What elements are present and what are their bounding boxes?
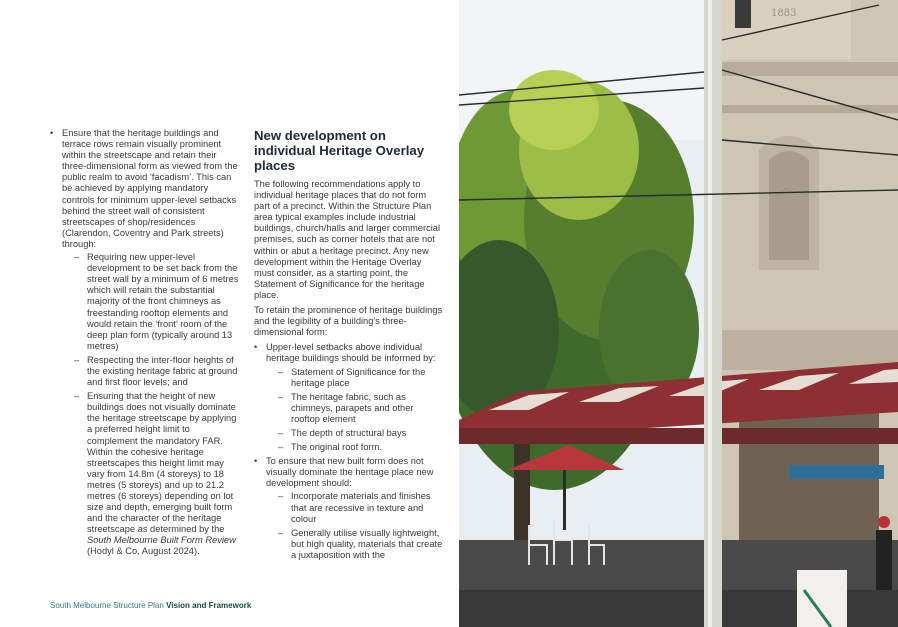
person (876, 530, 892, 590)
right-text-column (254, 128, 444, 564)
left-text-column (50, 128, 240, 561)
sub-item: – Generally utilise visually lightweight, but high quality, materials that create a juxtaposition with the (266, 528, 444, 561)
sub-item: – The original roof form. (266, 442, 444, 453)
document-reference: South Melbourne Built Form Review (87, 535, 236, 546)
footer-section: Vision and Framework (166, 601, 252, 610)
paragraph-intro: The following recommendations apply to individual heritage places that do not form part of a precinct. Within the Structure Plan area typical examples include industrial buildings, church/halls and larger commercial premises, such as corner hotels that are not within or abut a heritage precinct. Any new development within the Heritage Overlay must consider, as a starting point, the Statement of Significance for the heritage place. (254, 179, 441, 300)
sub-item: – Statement of Significance for the heritage place (266, 367, 444, 389)
sub-list (266, 491, 444, 561)
sub-item: – Incorporate materials and finishes that are recessive in texture and colour (266, 491, 444, 524)
sandwich-board (797, 570, 847, 627)
footer-doc-title: South Melbourne Structure Plan (50, 601, 167, 610)
utility-pole (704, 0, 722, 627)
sub-item: – The depth of structural bays (266, 428, 444, 439)
paragraph-prominence: To retain the prominence of heritage buildings and the legibility of a building’s three-dimensional form: (254, 305, 443, 338)
sub-item-height: – Ensuring that the height of new buildings does not visually dominate the heritage streetscape by applying a preferred height limit to complement the mandatory FAR. Within the cohesive heritage streetscapes this height limit may vary from 14.8m (4 storeys) to 18 metres (5 storeys) and up to 21.2 metres (6 storeys) depending on lot size and depth, emerging built form and the character of the heritage streetscape as determined by the South Melbourne Built Form Review (Hodyl & Co, August 2024). (62, 391, 240, 557)
footer (50, 601, 251, 610)
sub-list (62, 252, 240, 558)
bullet-setbacks: • Upper-level setbacks above individual heritage buildings should be informed by: – Statement of Significance for the heritage place – The heritage fabric, such as chimneys, parapets and other rooftop element – The depth of structural bays – The original roof form. (254, 342, 444, 453)
person-head (878, 516, 890, 528)
section-heading: New development on individual Heritage Overlay places (254, 128, 425, 173)
sub-item-inter-floor: – Respecting the inter-floor heights of the existing heritage fabric at ground and first floor levels; and (62, 355, 240, 388)
sub-list (266, 367, 444, 454)
shop-sign (789, 465, 884, 479)
sub-item-setback: – Requiring new upper-level development to be set back from the street wall by a minimum of 6 metres which will retain the substantial majority of the front chimneys as freestanding rooftop elements and would retain the ‘front’ room of the deep plan form (typically around 13 metres) (62, 252, 240, 352)
street-corner-photo (459, 0, 898, 627)
sub-item: – The heritage fabric, such as chimneys, parapets and other rooftop element (266, 392, 444, 425)
building-year: 1883 (771, 8, 797, 19)
photo-illustration (459, 0, 898, 627)
bullet-heritage-prominence: • Ensure that the heritage buildings and terrace rows remain visually prominent within the streetscape and retain their three-dimensional form as viewed from the public realm to avoid ‘facadism’. This can be achieved by applying mandatory controls for minimum upper-level setbacks behind the street wall of consistent streetscapes of shop/residences (Clarendon, Coventry and Park streets) through: – Requiring new upper-level development to be set back from the street wall by a minimum of 6 metres which will retain the substantial majority of the front chimneys as freestanding rooftop elements and would retain the ‘front’ room of the deep plan form (typically around 13 metres) – Respecting the inter-floor heights of the existing heritage fabric at ground and first floor levels; and – Ensuring that the height of new buildings does not visually dominate the heritage streetscape by applying a preferred height limit to complement the mandatory FAR. Within the cohesive heritage streetscapes this height limit may vary from 14.8m (4 storeys) to 18 metres (5 storeys) and up to 21.2 metres (6 storeys) depending on lot size and depth, emerging built form and the character of the heritage streetscape as determined by the South Melbourne Built Form Review (Hodyl & Co, August 2024). (50, 128, 240, 558)
umbrella-pole (563, 470, 566, 530)
bullet-new-built-form: • To ensure that new built form does not visually dominate the heritage place new development should: – Incorporate materials and finishes that are recessive in texture and colour – Generally utilise visually lightweight, but high quality, materials that create a juxtaposition with the (254, 456, 444, 561)
